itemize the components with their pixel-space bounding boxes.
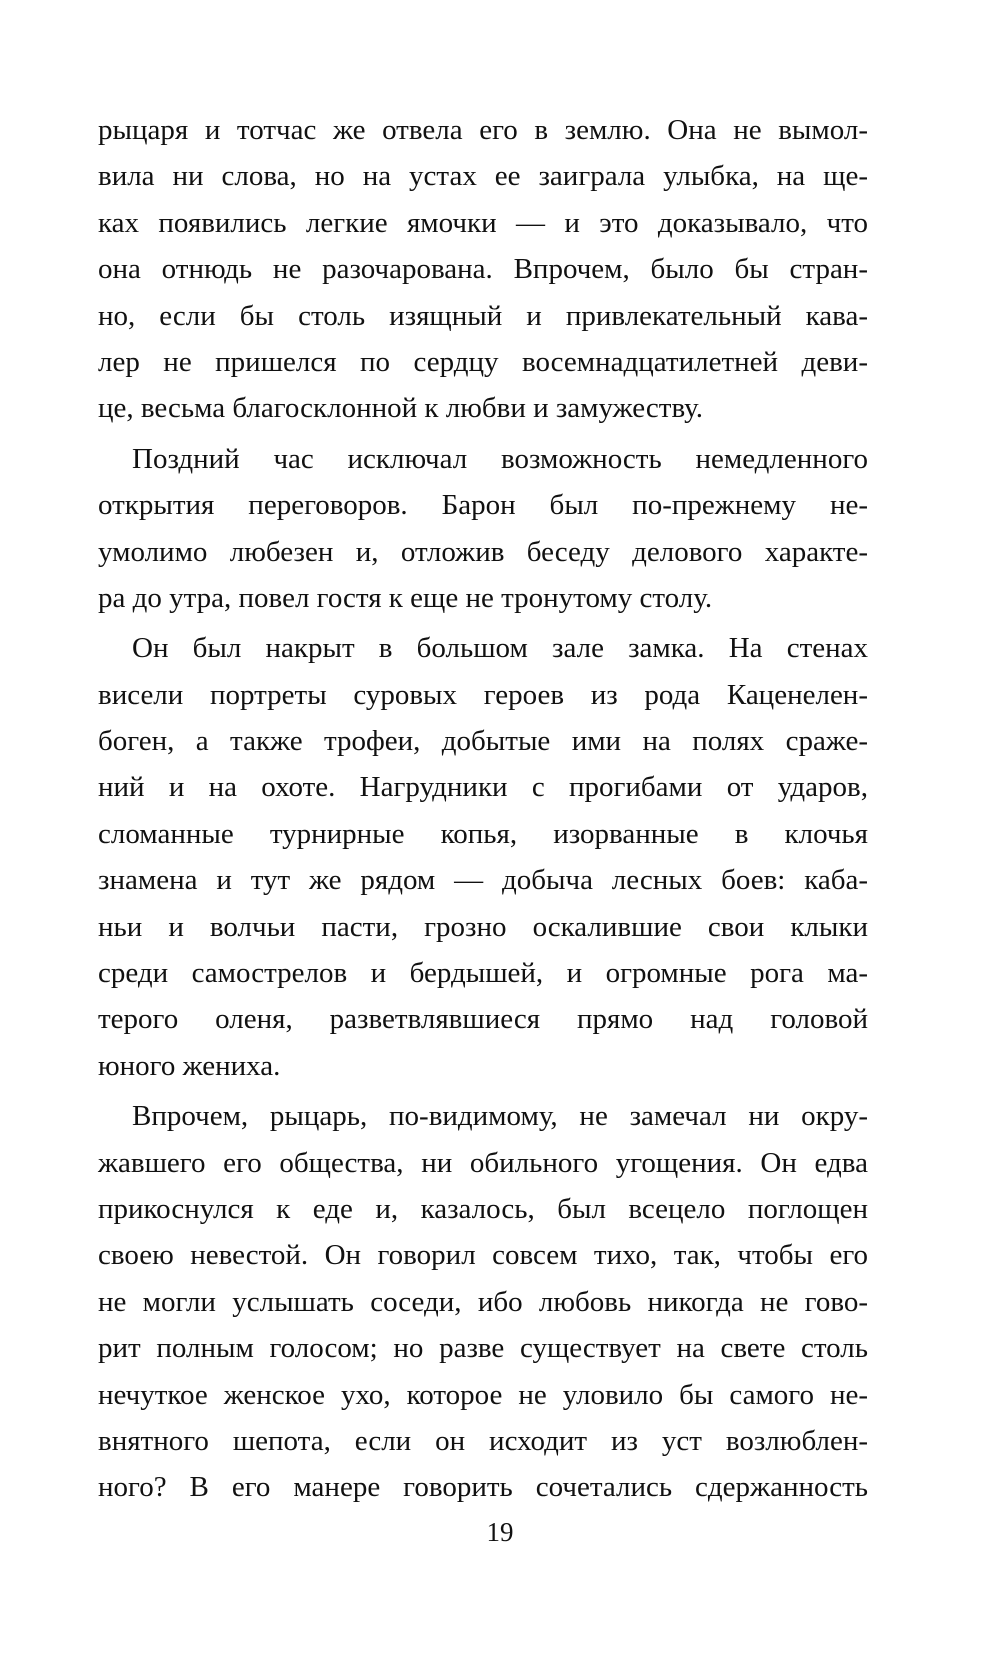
text-line: ний и на охоте. Нагрудники с прогибами от ударов, (98, 771, 868, 804)
text-line: рит полным голосом; но разве существует на свете столь (98, 1332, 868, 1365)
text-line: среди самострелов и бердышей, и огромные рога ма- (98, 957, 868, 990)
text-line: вила ни слова, но на устах ее заиграла улыбка, на ще- (98, 160, 868, 193)
text-line: терого оленя, разветвлявшиеся прямо над головой (98, 1003, 868, 1036)
paragraph (98, 1093, 868, 1511)
text-line: боген, а также трофеи, добытые ими на полях сраже- (98, 725, 868, 758)
text-line: но, если бы столь изящный и привлекательный кава- (98, 299, 868, 332)
text-line: це, весьма благосклонной к любви и замужеству. (98, 392, 703, 425)
text-line: лер не пришелся по сердцу восемнадцатилетней деви- (98, 345, 868, 378)
text-line: внятного шепота, если он исходит из уст возлюблен- (98, 1424, 868, 1457)
text-line: Впрочем, рыцарь, по-видимому, не замечал ни окру- (132, 1100, 868, 1133)
text-line: ках появились легкие ямочки — и это доказывало, что (98, 206, 868, 239)
text-line: висели портреты суровых героев из рода Каценелен- (98, 678, 868, 711)
text-line: жавшего его общества, ни обильного угощения. Он едва (98, 1146, 868, 1179)
text-line: сломанные турнирные копья, изорванные в клочья (98, 817, 868, 850)
text-line: прикоснулся к еде и, казалось, был всецело поглощен (98, 1192, 868, 1225)
text-line: она отнюдь не разочарована. Впрочем, было бы стран- (98, 253, 868, 286)
text-line: Он был накрыт в большом зале замка. На стенах (132, 632, 868, 665)
text-line: ньи и волчьи пасти, грозно оскалившие свои клыки (98, 910, 868, 943)
text-line: не могли услышать соседи, ибо любовь никогда не гово- (98, 1285, 868, 1318)
paragraph (98, 436, 868, 622)
paragraph (98, 107, 868, 432)
text-line: нечуткое женское ухо, которое не уловило бы самого не- (98, 1378, 868, 1411)
text-line: ного? В его манере говорить сочетались сдержанность (98, 1471, 868, 1504)
text-line: юного жениха. (98, 1049, 281, 1082)
text-line: рыцаря и тотчас же отвела его в землю. Она не вымол- (98, 114, 868, 146)
text-line: открытия переговоров. Барон был по-прежнему не- (98, 489, 868, 522)
text-line: своею невестой. Он говорил совсем тихо, так, чтобы его (98, 1239, 868, 1272)
page-number: 19 (486, 1517, 514, 1547)
paragraph (98, 625, 868, 1089)
text-line: Поздний час исключал возможность немедленного (132, 442, 868, 475)
text-line: умолимо любезен и, отложив беседу делового характе- (98, 535, 868, 568)
text-line: ра до утра, повел гостя к еще не тронутому столу. (98, 581, 713, 614)
text-line: знамена и тут же рядом — добыча лесных боев: каба- (98, 864, 868, 897)
body-text (98, 107, 868, 1515)
